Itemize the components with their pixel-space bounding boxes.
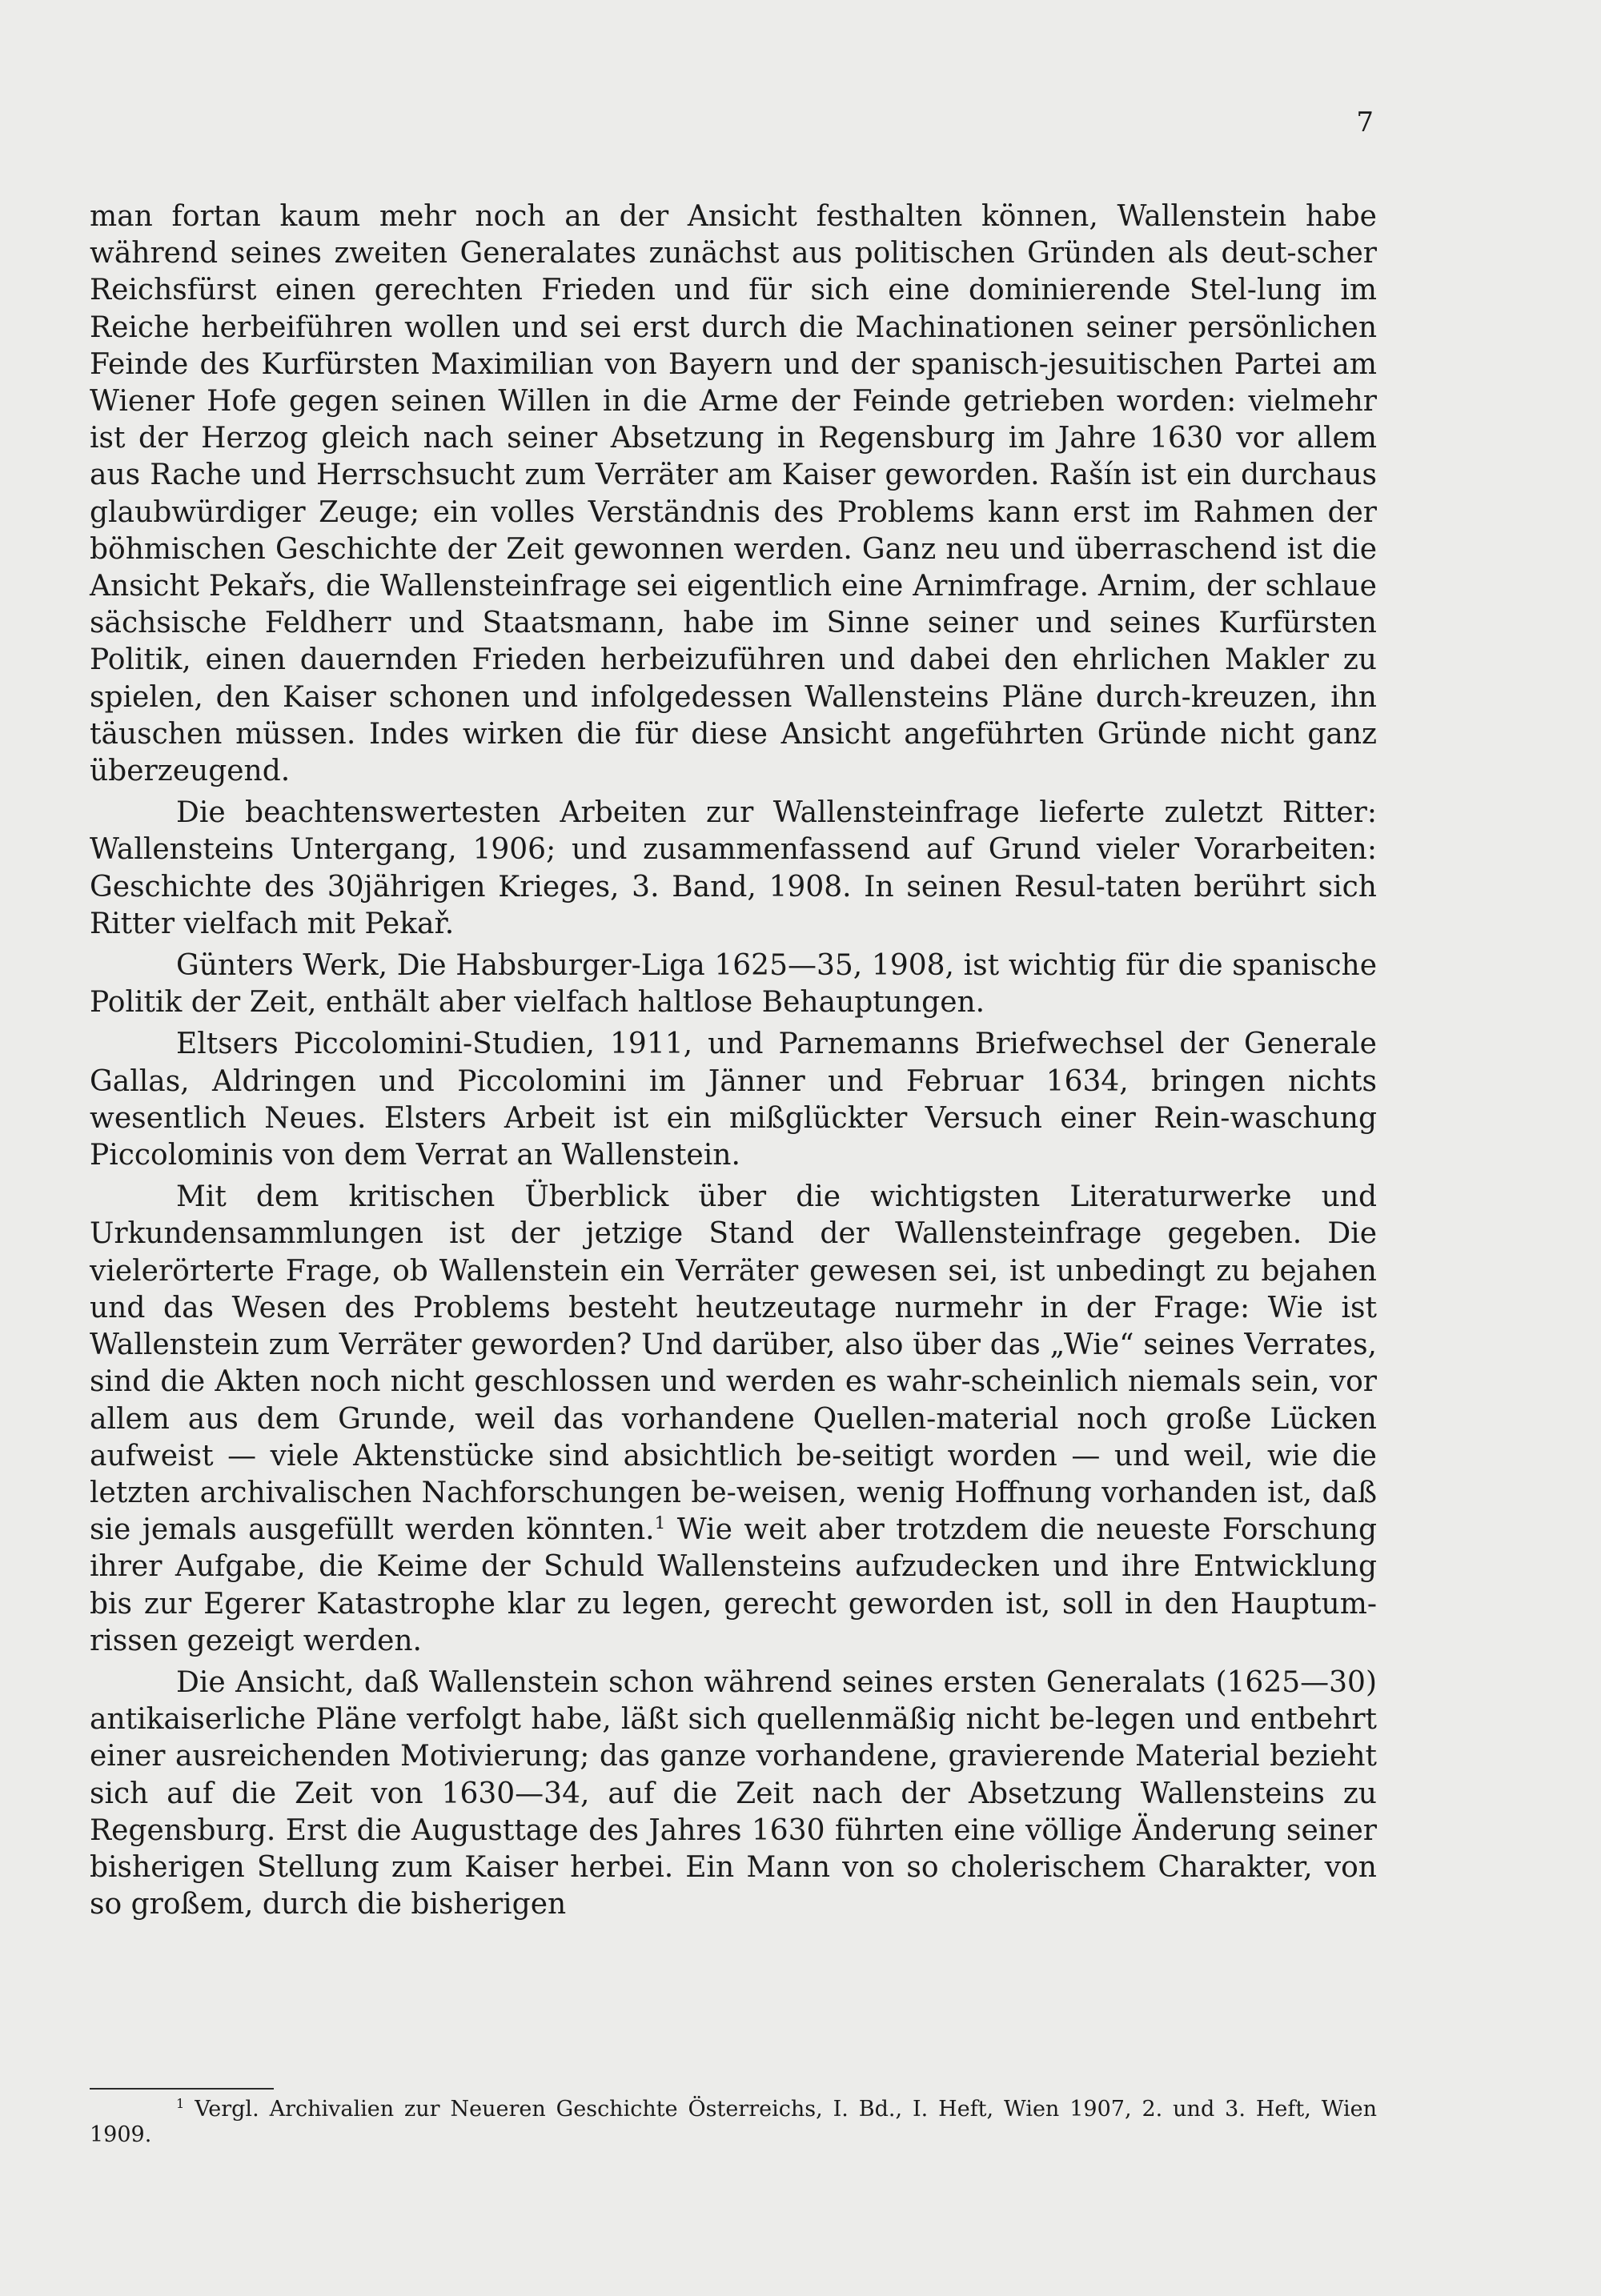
footnote	[90, 2097, 1377, 2148]
footnote-reference[interactable]: 1	[654, 1513, 666, 1534]
paragraph-6: Die Ansicht, daß Wallenstein schon während seines ersten Generalats (1625—30) antikaiserliche Pläne verfolgt habe, läßt sich quellenmäßig nicht be-legen und entbehrt einer ausreichenden Motivierung; das ganze vorhandene, gravierende Material bezieht sich auf die Zeit von 1630—34, auf die Zeit nach der Absetzung Wallensteins zu Regensburg. Erst die Augusttage des Jahres 1630 führten eine völlige Änderung seiner bisherigen Stellung zum Kaiser herbei. Ein Mann von so cholerischem Charakter, von so großem, durch die bisherigen	[90, 1665, 1377, 1921]
paragraph-1: man fortan kaum mehr noch an der Ansicht festhalten können, Wallenstein habe während seines zweiten Generalates zunächst aus politischen Gründen als deut-scher Reichsfürst einen gerechten Frieden und für sich eine dominierende Stel-lung im Reiche herbeiführen wollen und sei erst durch die Machinationen seiner persönlichen Feinde des Kurfürsten Maximilian von Bayern und der spanisch-jesuitischen Partei am Wiener Hofe gegen seinen Willen in die Arme der Feinde getrieben worden: vielmehr ist der Herzog gleich nach seiner Absetzung in Regensburg im Jahre 1630 vor allem aus Rache und Herrschsucht zum Verräter am Kaiser geworden. Rašín ist ein durchaus glaubwürdiger Zeuge; ein volles Verständnis des Problems kann erst im Rahmen der böhmischen Geschichte der Zeit gewonnen werden. Ganz neu und überraschend ist die Ansicht Pekařs, die Wallensteinfrage sei eigentlich eine Arnimfrage. Arnim, der schlaue sächsische Feldherr und Staatsmann, habe im Sinne seiner und seines Kurfürsten Politik, einen dauernden Frieden herbeizuführen und dabei den ehrlichen Makler zu spielen, den Kaiser schonen und infolgedessen Wallensteins Pläne durch-kreuzen, ihn täuschen müssen. Indes wirken die für diese Ansicht angeführten Gründe nicht ganz überzeugend.	[90, 200, 1377, 788]
page-number: 7	[1356, 106, 1374, 138]
footnote-marker: 1	[176, 2096, 185, 2111]
paragraph-3: Günters Werk, Die Habsburger-Liga 1625—35, 1908, ist wichtig für die spanische Politik der Zeit, enthält aber vielfach haltlose Behauptungen.	[90, 949, 1377, 1020]
body-text	[90, 198, 1377, 1928]
paragraph-5-text: Mit dem kritischen Überblick über die wichtigsten Literaturwerke und Urkundensammlungen ist der jetzige Stand der Wallensteinfrage gegeben. Die vielerörterte Frage, ob Wallenstein ein Verräter gewesen sei, ist unbedingt zu bejahen und das Wesen des Problems besteht heutzeutage nurmehr in der Frage: Wie ist Wallenstein zum Verräter geworden? Und darüber, also über das „Wie“ seines Verrates, sind die Akten noch nicht geschlossen und werden es wahr-scheinlich niemals sein, vor allem aus dem Grunde, weil das vorhandene Quellen-material noch große Lücken aufweist — viele Aktenstücke sind absichtlich be-seitigt worden — und weil, wie die letzten archivalischen Nachforschungen be-weisen, wenig Hoffnung vorhanden ist, daß sie jemals ausgefüllt werden könnten.	[90, 1180, 1377, 1547]
paragraph-4: Eltsers Piccolomini-Studien, 1911, und Parnemanns Briefwechsel der Generale Gallas, Aldringen und Piccolomini im Jänner und Februar 1634, bringen nichts wesentlich Neues. Elsters Arbeit ist ein mißglückter Versuch einer Rein-waschung Piccolominis von dem Verrat an Wallenstein.	[90, 1028, 1377, 1172]
paragraph-2: Die beachtenswertesten Arbeiten zur Wallensteinfrage lieferte zuletzt Ritter: Wallensteins Untergang, 1906; und zusammenfassend auf Grund vieler Vorarbeiten: Geschichte des 30jährigen Krieges, 3. Band, 1908. In seinen Resul-taten berührt sich Ritter vielfach mit Pekař.	[90, 796, 1377, 940]
footnote-divider	[90, 2088, 274, 2090]
footnote-text: Vergl. Archivalien zur Neueren Geschichte Österreichs, I. Bd., I. Heft, Wien 1907, 2. und 3. Heft, Wien 1909.	[90, 2097, 1377, 2147]
paragraph-5-text-after: Wie weit aber trotzdem die neueste Forschung ihrer Aufgabe, die Keime der Schuld Wallensteins aufzudecken und ihre Entwicklung bis zur Egerer Katastrophe klar zu legen, gerecht geworden ist, soll in den Hauptum-rissen gezeigt werden.	[90, 1513, 1377, 1657]
paragraph-5	[90, 1179, 1377, 1660]
